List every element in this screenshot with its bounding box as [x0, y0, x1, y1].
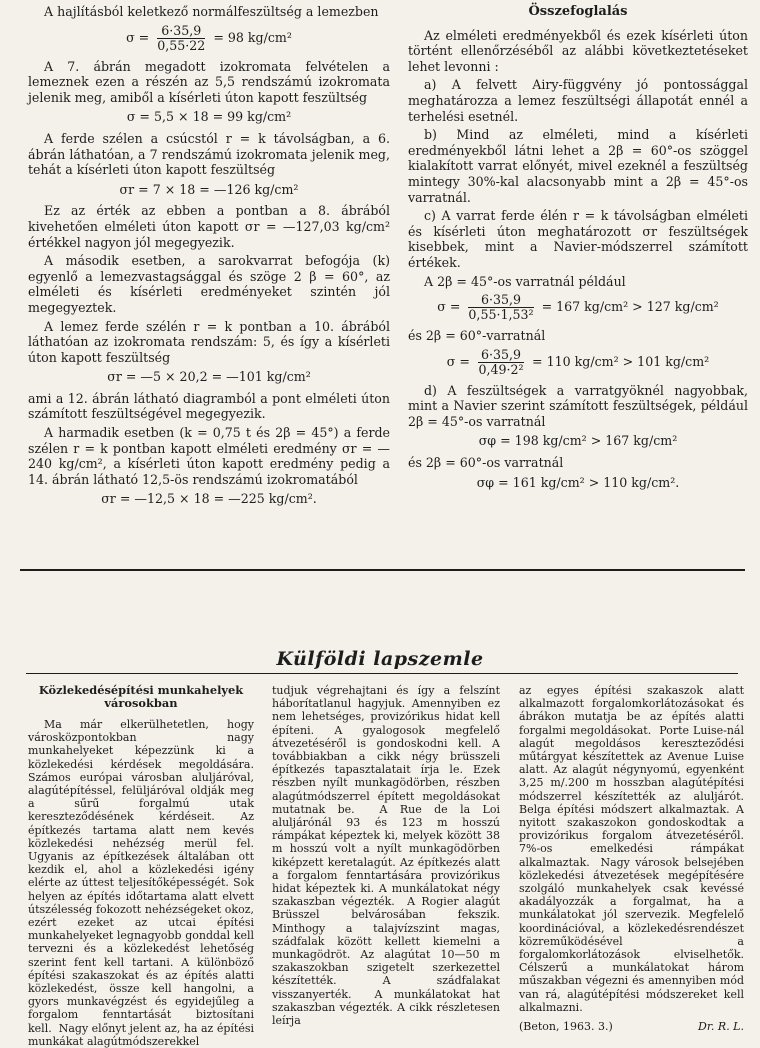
paragraph: Ma már elkerülhetetlen, hogy városközpontokban nagy munkahelyeket képezzünk ki a közlekedési kérdések megoldására. Számos európai városban aluljáróval, alagútépítéssel, felüljáróval oldják meg a sűrű forgalmú utak kereszteződésének kérdéseit. Az építkezés tartama alatt nem kevés közlekedési nehézség merül fel. Ugyanis az építkezések általában ott kezdik el, ahol a közlekedési igény elérte az úttest teljesítőképességét. Sok helyen az építés időtartama alatt elvett útszélesség fokozott nehézségeket okoz, ezért ezeket az utcai építési munkahelyeket legnagyobb gonddal kell tervezni és a közlekedést lehetőség szerint fent kell tartani. A különböző építési szakaszokat és az építés alatti közlekedést, össze kell hangolni, a gyors munkavégzést és egyidejűleg a forgalom fenntartását biztosítani kell. Nagy előnyt jelent az, ha az építési munkákat alagútmódszerekkel: [28, 718, 254, 1048]
equation: σ = $\frac{6\cdot 35,9}{\text{0,55·1,53²}}$ = 167 kg/cm² > 127 kg/cm²: [437, 292, 719, 323]
conclusion-b: b) Mind az elméleti, mind a kísérleti eredményekből látni lehet a 2β = 60°-os szöggel kialakított varrat előnyét, mivel ezeknél a feszültség mintegy 30%-kal alacsonyabb mint a 2β = 45°-os varratnál.: [408, 127, 748, 205]
paragraph: és 2β = 60°-varratnál: [408, 328, 546, 344]
paragraph: A ferde szélen a csúcstól r = k távolságban, a 6. ábrán láthatóan, a 7 rendszámú izokromata jelenik meg, tehát a kísérleti úton kapott feszültség: [28, 130, 390, 178]
paragraph: A 2β = 45°-os varratnál például: [424, 273, 626, 289]
equation: σr = —5 × 20,2 = —101 kg/cm²: [107, 369, 311, 385]
review-column-3: [519, 684, 744, 1033]
equation: σr = —12,5 × 18 = —225 kg/cm².: [101, 491, 317, 507]
masthead-rule: [26, 673, 738, 674]
section-heading: Összefoglalás: [528, 4, 628, 19]
equation: σr = 7 × 18 = —126 kg/cm²: [119, 181, 299, 197]
review-column-1: [28, 684, 254, 1048]
paragraph: A lemez ferde szélén r = k pontban a 10. ábrából láthatóan az izokromata rendszám: 5, és így a kísérleti úton kapott feszültség: [28, 318, 390, 365]
review-column-2: [272, 684, 500, 1027]
paragraph: Az elméleti eredményekből és ezek kísérleti úton történt ellenőrzéséből az alábbi következtetéseket lehet levonni :: [408, 27, 748, 74]
signoff: [519, 1020, 744, 1033]
masthead-title: Külföldi lapszemle: [276, 648, 484, 670]
paragraph: A második esetben, a sarokvarrat befogója (k) egyenlő a lemezvastagsággal és szöge 2 β = 60°, az elméleti és kísérleti eredményeket szintén jól megegyeztek.: [28, 253, 390, 315]
section-divider: [20, 569, 745, 571]
author-initials: Dr. R. L.: [698, 1020, 744, 1034]
paragraph: tudjuk végrehajtani és így a felszínt háborítatlanul hagyjuk. Amennyiben ez nem lehetséges, provizórikus hidat kell építeni. A gyalogosok megfelelő átvezetéséről is gondoskodni kell. A továbbiakban a cikk négy brüsszeli építkezés tapasztalatait írja le. Ezek részben nyílt munkagödörben, részben alagútmódszerrel épített megoldásokat mutatnak be. A Rue de la Loi aluljárónál 93 és 123 m hosszú rámpákat képeztek ki, melyek között 38 m hosszú volt a nyílt munkagödörben kiképzett keretalagút. Az építkezés alatt a forgalom fenntartására provizórikus hidat képeztek ki. A munkálatokat négy szakaszban végezték. A Rogier alagút Brüsszel belvárosában fekszik. Minthogy a talajvízszint magas, szádfalak között kellett kiemelni a munkagödröt. Az alagútat 10—50 m szakaszokban szigetelt szerkezettel készítették. A szádfalakat visszanyerték. A munkálatokat hat szakaszban végezték. A cikk részletesen leírja: [272, 684, 500, 1028]
equation: σ = $\frac{6\cdot 35,9}{0,55\cdot 22}$ = 98 kg/cm²: [126, 22, 292, 53]
conclusion-c: c) A varrat ferde élén r = k távolságban elméleti és kísérleti úton meghatározott σr feszültségek kisebbek, mint a Navier-módszerrel számított értékek.: [408, 208, 748, 270]
equation: σφ = 198 kg/cm² > 167 kg/cm²: [478, 433, 678, 449]
paragraph: A 7. ábrán megadott izokromata felvételen a lemeznek ezen a részén az 5,5 rendszámú izokromata jelenik meg, amiből a kísérleti úton kapott feszültség: [28, 58, 390, 105]
right-column: [408, 4, 748, 496]
paragraph: A hajlításból keletkező normálfeszültség a lemezben: [44, 4, 379, 19]
conclusion-d: d) A feszültségek a varratgyöknél nagyobbak, mint a Navier szerint számított feszültségek, például 2β = 45°-os varratnál: [408, 382, 748, 429]
paragraph: és 2β = 60°-os varratnál: [408, 455, 564, 471]
source-citation: (Beton, 1963. 3.): [519, 1020, 613, 1034]
fraction: $\frac{6\cdot 35,9}{\text{0,49·2²}}$: [478, 346, 524, 377]
paragraph: az egyes építési szakaszok alatt alkalmazott forgalomkorlátozásokat és ábrákon mutatja be az építés alatti forgalmi megoldásokat. Porte Luise-nál alagút megoldásos kereszteződési műtárgyat készítettek az Avenue Luise alatt. Az alagút négynyomú, egyenként 3,25 m/.200 m hosszban alagútépítési módszerrel készítették az aluljárót. Belga építési módszert alkalmaztak. A nyitott szakaszokon gondoskodtak a provizórikus forgalom átvezetéséről. 7%-os emelkedési rámpákat alkalmaztak. Nagy városok belsejében közlekedési átvezetések megépítésére szolgáló munkahelyek csak kevéssé akadályozzák a forgalmat, ha a munkálatokat jól szervezik. Megfelelő koordinációval, a közlekedésrendészet közreműködésével a forgalomkorlátozások elviselhetők. Célszerű a munkálatokat három műszakban végezni és amennyiben mód van rá, alagútépítési módszereket kell alkalmazni.: [519, 684, 744, 1014]
paragraph: A harmadik esetben (k = 0,75 t és 2β = 45°) a ferde szélen r = k pontban kapott elméleti eredmény σr = —240 kg/cm², a kísérleti úton kapott eredmény pedig a 14. ábrán látható 12,5-ös rendszámú izokromatából: [28, 425, 390, 487]
paragraph: ami a 12. ábrán látható diagramból a pont elméleti úton számított feszültségével megegyezik.: [28, 390, 390, 422]
equation: σ = $\frac{6\cdot 35,9}{\text{0,49·2²}}$ = 110 kg/cm² > 101 kg/cm²: [446, 346, 710, 377]
equation: σφ = 161 kg/cm² > 110 kg/cm².: [476, 474, 680, 490]
left-column: [28, 4, 390, 513]
article-heading: Közlekedésépítési munkahelyek városokban: [38, 683, 244, 710]
equation: σ = 5,5 × 18 = 99 kg/cm²: [126, 109, 292, 125]
paragraph: Ez az érték az ebben a pontban a 8. ábrából kivehetően elméleti úton kapott σr = —127,03 kg/cm² értékkel nagyon jól megegyezik.: [28, 203, 390, 250]
fraction: $\frac{6\cdot 35,9}{\text{0,55·1,53²}}$: [468, 292, 534, 323]
fraction: $\frac{6\cdot 35,9}{0,55\cdot 22}$: [157, 22, 206, 53]
conclusion-a: a) A felvett Airy-függvény jó pontossággal meghatározza a lemez feszültségi állapotát ennél a terhelési esetnél.: [408, 77, 748, 124]
